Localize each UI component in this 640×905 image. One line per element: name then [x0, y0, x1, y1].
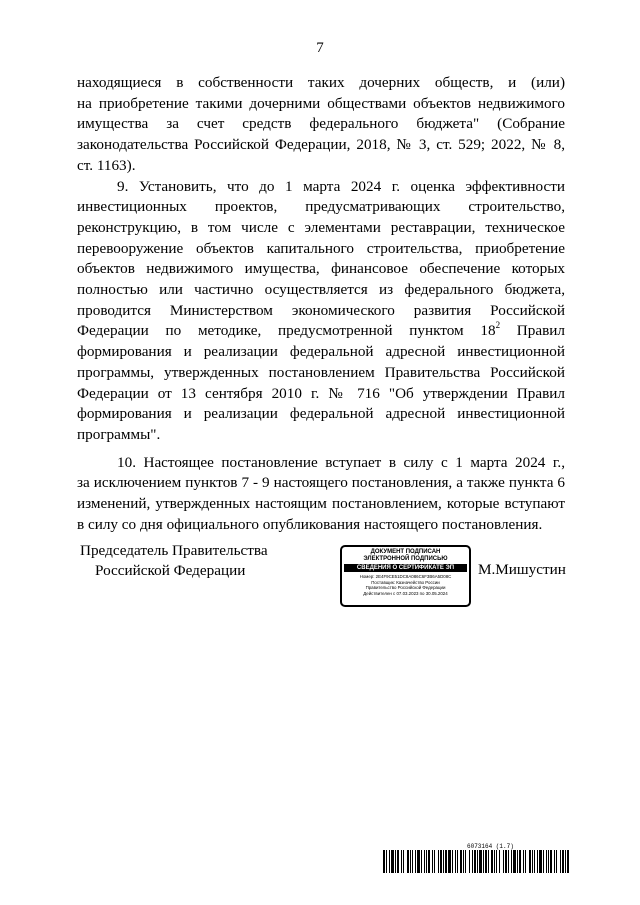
- barcode-bar: [537, 850, 538, 873]
- text-line: программы, утвержденных постановлением Правительства Российской: [77, 363, 565, 381]
- text-line: за исключением пунктов 7 - 9 настоящего постановления, а также пункта 6: [77, 474, 565, 492]
- barcode-bar: [421, 850, 422, 873]
- barcode-bar: [560, 850, 561, 873]
- barcode-bar: [460, 850, 462, 873]
- barcode-bar: [483, 850, 484, 873]
- barcode-bar: [417, 850, 420, 873]
- barcode-bar: [517, 850, 518, 873]
- stamp-issuer-line-2: Правительство Российской Федерации: [365, 585, 446, 591]
- text-line: законодательства Российской Федерации, 2018, № 3, ст. 529; 2022, № 8,: [77, 136, 565, 154]
- paragraph-gap: [77, 446, 565, 453]
- barcode-bar: [548, 850, 549, 873]
- position-line-2: Российской Федерации: [95, 562, 246, 579]
- barcode-bar: [491, 850, 493, 873]
- text-line: 9. Установить, что до 1 марта 2024 г. оценка эффективности: [117, 177, 565, 195]
- barcode-bar: [479, 850, 482, 873]
- barcode-bar: [565, 850, 566, 873]
- barcode-bar: [428, 850, 430, 873]
- barcode-bar: [554, 850, 555, 873]
- stamp-header: [342, 549, 469, 563]
- barcode-bar: [496, 850, 497, 873]
- signer-name: М.Мишустин: [478, 561, 566, 578]
- text-line: инвестиционных проектов, предусматривающих строительство,: [77, 198, 565, 216]
- barcode-bar: [452, 850, 453, 873]
- barcode-bar: [539, 850, 542, 873]
- barcode-bar: [395, 850, 396, 873]
- page-number: 7: [316, 40, 324, 56]
- barcode-bar: [562, 850, 564, 873]
- barcode-bar: [401, 850, 402, 873]
- barcode-bar: [477, 850, 478, 873]
- text-line: формирования и реализации федеральной адресной инвестиционной: [77, 405, 565, 423]
- barcode-bar: [469, 850, 470, 873]
- barcode-bar: [432, 850, 433, 873]
- barcode-bar: [391, 850, 394, 873]
- stamp-certificate-bar: СВЕДЕНИЯ О СЕРТИФИКАТЕ ЭП: [344, 564, 467, 572]
- text-line: реконструкцию, в том числе с элементами реставрации, техническое: [77, 218, 565, 236]
- text-line: в силу со дня официального опубликования настоящего постановления.: [77, 515, 543, 533]
- text-line: перевооружение объектов капитального строительства, приобретение: [77, 239, 565, 257]
- document-body: [77, 73, 565, 535]
- barcode-bar: [511, 850, 512, 873]
- barcode-image: [383, 850, 569, 873]
- barcode-bar: [499, 850, 500, 873]
- text-line: имущества за счет средств федерального бюджета" (Собрание: [77, 115, 565, 133]
- barcode-bar: [556, 850, 557, 873]
- barcode-bar: [567, 850, 569, 873]
- barcode-bar: [505, 850, 507, 873]
- barcode-bar: [513, 850, 516, 873]
- barcode-bar: [383, 850, 385, 873]
- barcode-bar: [488, 850, 489, 873]
- text-line: на приобретение такими дочерними обществами объектов недвижимого: [77, 94, 565, 112]
- barcode-bar: [472, 850, 473, 873]
- barcode-code: 6073164 (1.7): [467, 843, 514, 850]
- barcode-bar: [525, 850, 526, 873]
- stamp-header-line-1: ДОКУМЕНТ ПОДПИСАН: [370, 549, 441, 555]
- barcode-bar: [550, 850, 552, 873]
- barcode-bar: [534, 850, 535, 873]
- barcode-bar: [503, 850, 504, 873]
- barcode-bar: [474, 850, 476, 873]
- barcode-bar: [455, 850, 456, 873]
- barcode-bar: [412, 850, 413, 873]
- text-line: проводится Министерством экономического развития Российской: [77, 301, 565, 319]
- stamp-issuer-line-1: Поставщик: Казначейство России: [371, 579, 440, 585]
- barcode-bar: [438, 850, 439, 873]
- text-line: изменений, утвержденных настоящим постановлением, которые вступают: [77, 495, 565, 513]
- position-line-1: Председатель Правительства: [80, 542, 268, 559]
- signatory-position: [80, 541, 268, 581]
- text-line: программы".: [77, 425, 161, 443]
- stamp-header-line-2: ЭЛЕКТРОННОЙ ПОДПИСЬЮ: [363, 556, 448, 562]
- barcode-bar: [448, 850, 451, 873]
- text-line: ст. 1163).: [77, 156, 136, 174]
- barcode-bar: [397, 850, 399, 873]
- barcode-bar: [403, 850, 404, 873]
- barcode-bar: [445, 850, 447, 873]
- electronic-signature-stamp: [340, 545, 471, 607]
- barcode-bar: [543, 850, 544, 873]
- barcode-bar: [443, 850, 444, 873]
- barcode-bar: [465, 850, 466, 873]
- barcode-bar: [463, 850, 464, 873]
- text-line: находящиеся в собственности таких дочерних обществ, и (или): [77, 74, 565, 91]
- barcode-bar: [519, 850, 521, 873]
- barcode-bar: [546, 850, 547, 873]
- barcode-bar: [389, 850, 390, 873]
- barcode-bar: [532, 850, 533, 873]
- barcode-bar: [434, 850, 435, 873]
- barcode-bar: [494, 850, 495, 873]
- barcode-bar: [508, 850, 509, 873]
- barcode-bar: [485, 850, 487, 873]
- text-line: формирования и реализации федеральной адресной инвестиционной: [77, 343, 565, 361]
- stamp-validity: Действителен с 07.03.2023 по 30.05.2024: [363, 590, 448, 596]
- barcode-bar: [410, 850, 411, 873]
- text-line: 10. Настоящее постановление вступает в силу с 1 марта 2024 г.,: [117, 453, 565, 471]
- text-line: полностью или частично осуществляется из федерального бюджета,: [77, 281, 565, 299]
- barcode-bar: [415, 850, 416, 873]
- text-line: Федерации по методике, предусмотренной пунктом $18^2$ Правил: [77, 320, 565, 340]
- barcode-bar: [426, 850, 427, 873]
- barcode-bar: [424, 850, 425, 873]
- barcode-bar: [457, 850, 458, 873]
- barcode-bar: [386, 850, 387, 873]
- barcode-bar: [529, 850, 531, 873]
- barcode-bar: [523, 850, 524, 873]
- barcode-bar: [440, 850, 442, 873]
- text-line: объектов недвижимого имущества, финансовое обеспечение которых: [77, 260, 565, 278]
- text-line: Федерации от 13 сентября 2010 г. № 716 "Об утверждении Правил: [77, 384, 565, 402]
- stamp-certificate-number: Номер: 2E4F9CE51DC8A086C6F3B6A5D08C: [359, 574, 452, 579]
- barcode-bar: [407, 850, 409, 873]
